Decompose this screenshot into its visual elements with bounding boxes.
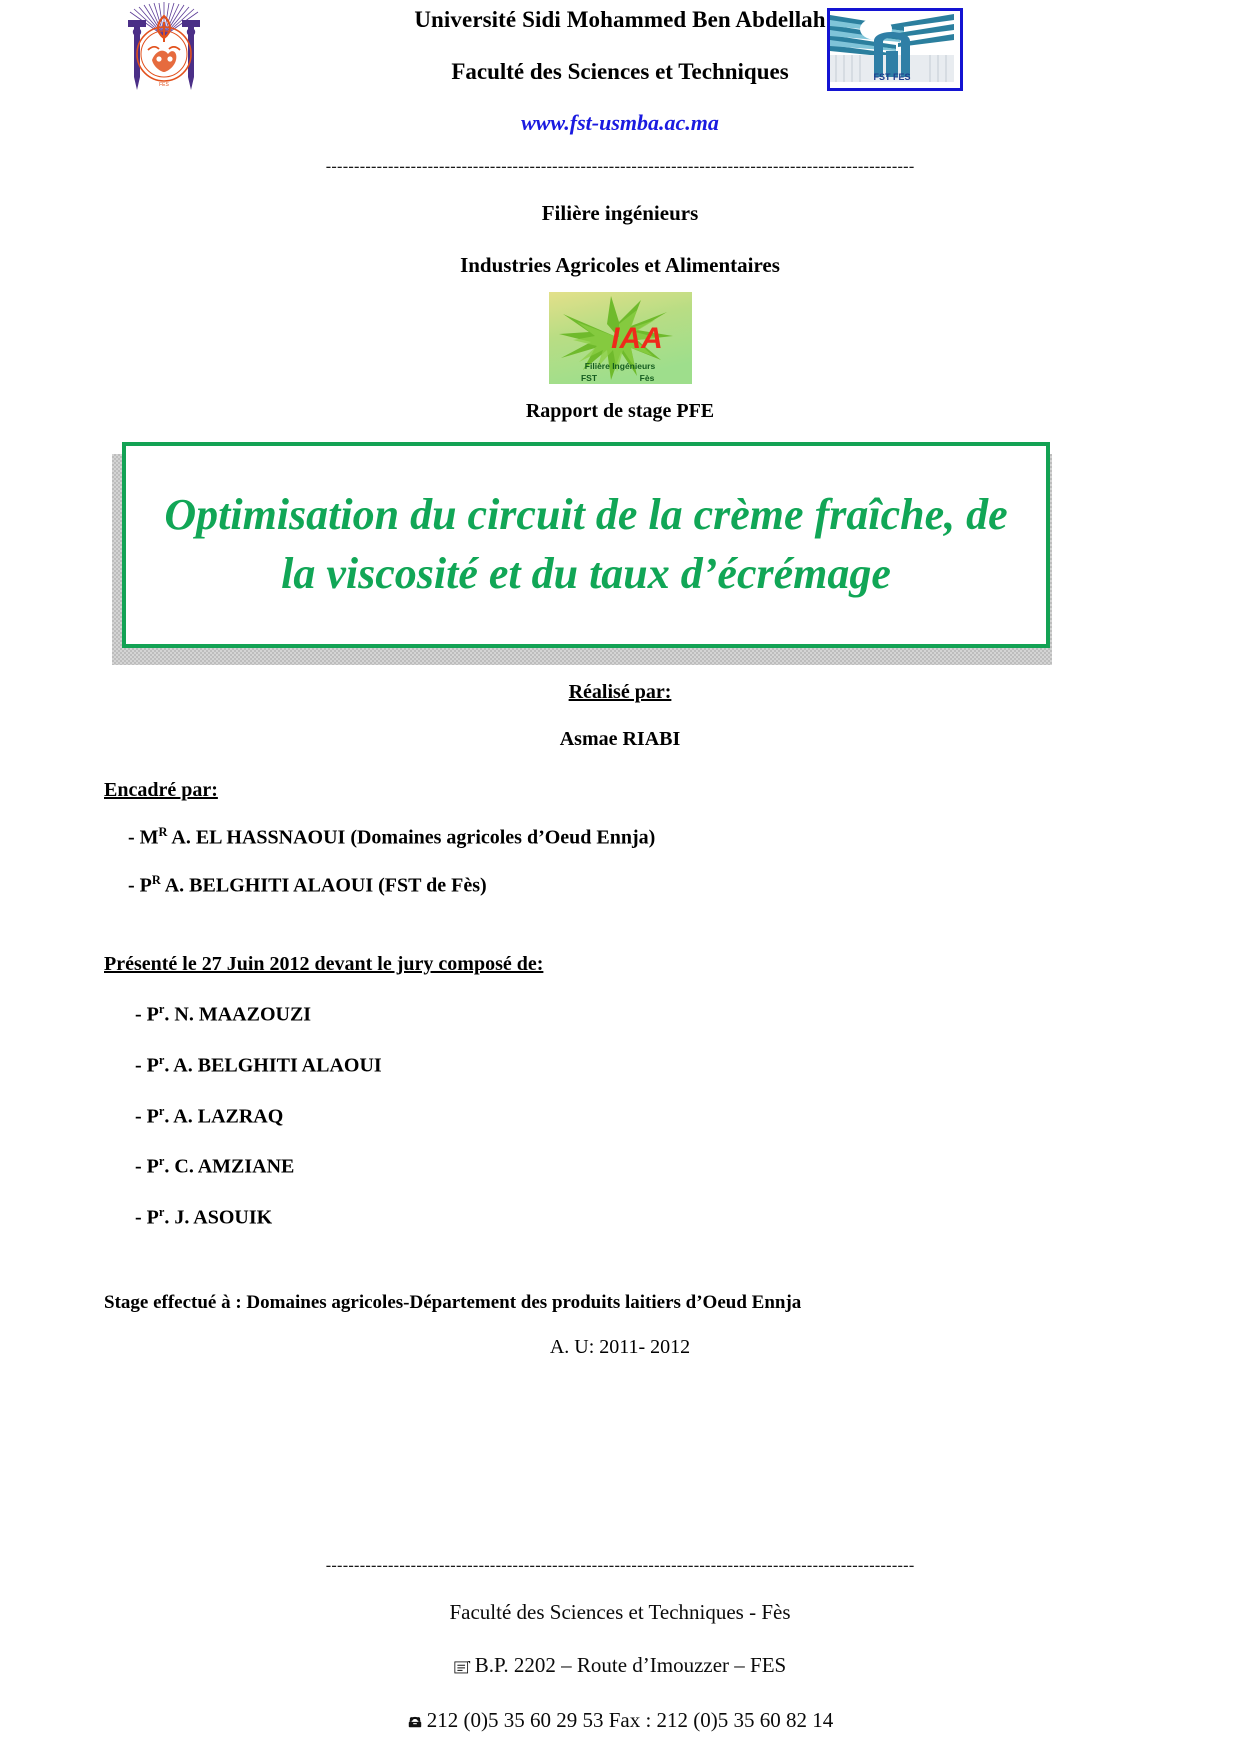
footer-address-line (0, 1653, 1240, 1680)
title-box (122, 442, 1050, 648)
program-line-1: Filière ingénieurs (541, 201, 699, 225)
program-line-2: Industries Agricoles et Alimentaires (460, 253, 780, 277)
internship-location: Stage effectué à : Domaines agricoles-Département des produits laitiers d’Oeud Ennja (104, 1291, 802, 1313)
defense-label-text: Présenté le 27 Juin 2012 devant le jury composé de: (104, 953, 544, 976)
academic-year: A. U: 2011- 2012 (549, 1335, 691, 1358)
jury-prefix: - P (135, 1054, 159, 1077)
title-zone (0, 439, 1240, 659)
website-url[interactable]: www.fst-usmba.ac.ma (521, 110, 719, 135)
separator-top: -------------------------------------------------------------------------------------------------------- (325, 158, 915, 175)
defense-label (104, 953, 1240, 976)
jury-sup: r (158, 1154, 165, 1169)
supervisor-sup: R (158, 825, 168, 839)
jury-text: . N. MAAZOUZI (164, 1003, 312, 1026)
jury-member (135, 1205, 1240, 1230)
jury-member (135, 1154, 1240, 1179)
jury-text: . A. BELGHITI ALAOUI (164, 1054, 382, 1077)
supervisor-prefix: - P (128, 874, 152, 897)
supervisor-sup: R (151, 872, 161, 887)
jury-prefix: - P (135, 1206, 159, 1229)
footer-faculty: Faculté des Sciences et Techniques - Fès (449, 1600, 791, 1624)
realise-label (0, 681, 1240, 704)
svg-text:Filière Ingénieurs: Filière Ingénieurs (584, 361, 655, 371)
svg-text:Fès: Fès (639, 373, 654, 383)
supervision-label-text: Encadré par: (104, 779, 218, 801)
supervisor-text: A. EL HASSNAOUI (Domaines agricoles d’Oeud Ennja) (167, 826, 656, 849)
jury-text: . C. AMZIANE (164, 1155, 295, 1178)
jury-text: . J. ASOUIK (164, 1206, 273, 1229)
jury-sup: r (158, 1103, 165, 1118)
page-footer (0, 1557, 1240, 1755)
university-name: Université Sidi Mohammed Ben Abdellah (414, 7, 826, 32)
faculty-name: Faculté des Sciences et Techniques (451, 59, 789, 84)
iaa-logo-wrapper (0, 292, 1240, 384)
supervisor-prefix: - M (128, 826, 159, 849)
separator-bottom: -------------------------------------------------------------------------------------------------------- (325, 1557, 915, 1574)
jury-member (135, 1002, 1240, 1027)
jury-text: . A. LAZRAQ (164, 1105, 284, 1128)
phone-icon (407, 1710, 423, 1735)
jury-prefix: - P (135, 1155, 159, 1178)
report-title: Optimisation du circuit de la crème fraîche, de la viscosité et du taux d’écrémage (164, 490, 1008, 598)
report-type: Rapport de stage PFE (525, 400, 715, 422)
svg-text:FST: FST (580, 373, 597, 383)
jury-sup: r (158, 1002, 165, 1017)
iaa-logo (549, 292, 692, 384)
jury-member (135, 1053, 1240, 1078)
supervision-label (104, 779, 1240, 802)
svg-text:FST FES: FST FES (873, 72, 911, 82)
mail-icon (454, 1655, 471, 1680)
jury-prefix: - P (135, 1105, 159, 1128)
jury-sup: r (158, 1204, 165, 1219)
footer-phone-line (0, 1708, 1240, 1735)
page-header (0, 0, 1240, 140)
footer-address-text: B.P. 2202 – Route d’Imouzzer – FES (474, 1653, 787, 1677)
supervisor-item (128, 873, 1240, 898)
realise-label-text: Réalisé par: (568, 681, 672, 703)
footer-phone-text: 212 (0)5 35 60 29 53 Fax : 212 (0)5 35 60 82 14 (426, 1708, 834, 1732)
svg-text:FES: FES (159, 82, 169, 88)
iaa-logo-wordmark: IAA (610, 322, 663, 355)
header-titles (0, 0, 1240, 136)
jury-prefix: - P (135, 1003, 159, 1026)
jury-member (135, 1104, 1240, 1129)
jury-sup: r (158, 1052, 165, 1067)
author-name: Asmae RIABI (559, 728, 681, 750)
supervisor-item (128, 825, 1240, 850)
fst-fes-logo (827, 8, 963, 91)
supervisor-text: A. BELGHITI ALAOUI (FST de Fès) (160, 874, 487, 897)
